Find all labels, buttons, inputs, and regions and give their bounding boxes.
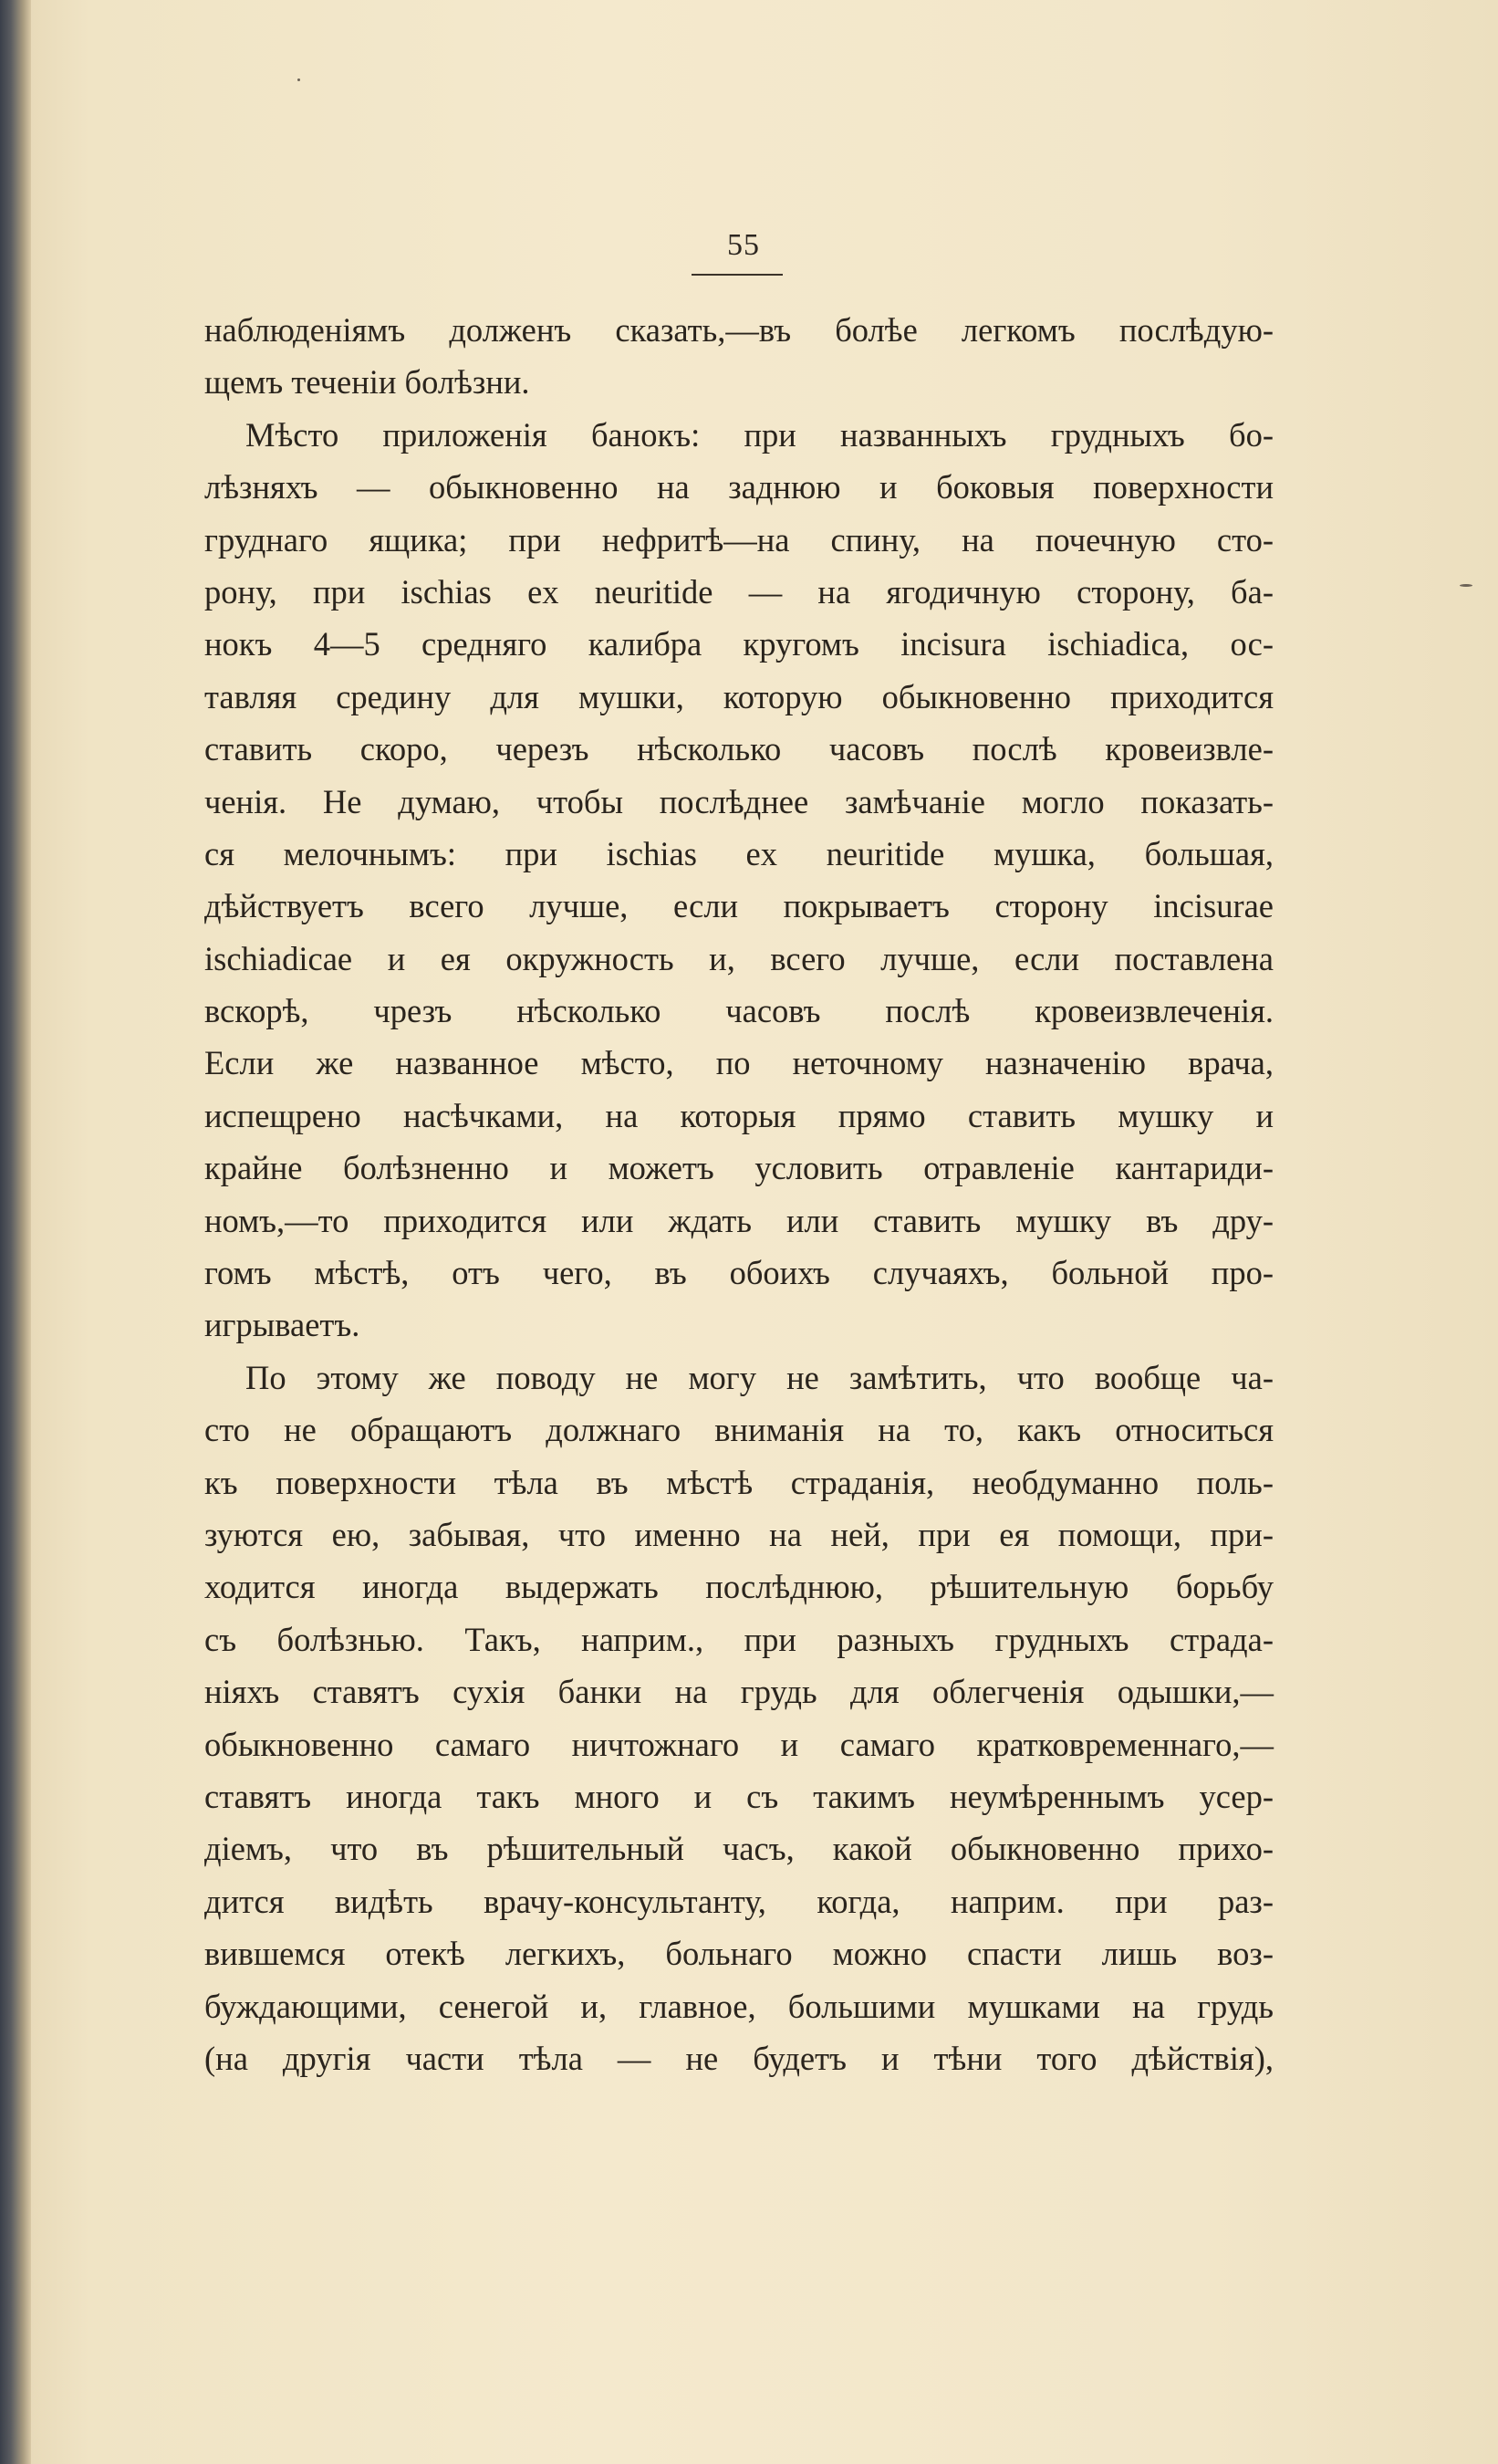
text-line: Мѣсто приложенія банокъ: при названныхъ грудныхъ бо- [245, 415, 1274, 454]
text-line: ченія. Не думаю, чтобы послѣднее замѣчаніе могло показать- [204, 782, 1274, 820]
text-line: наблюденіямъ долженъ сказать,—въ болѣе легкомъ послѣдую- [204, 311, 1274, 349]
text-line: крайне болѣзненно и можетъ условить отравленіе кантариди- [204, 1149, 1274, 1187]
text-line: буждающими, сенегой и, главное, большими мушками на грудь [204, 1987, 1274, 2025]
text-line: ставятъ иногда такъ много и съ такимъ неумѣреннымъ усер- [204, 1777, 1274, 1815]
text-line: номъ,—то приходится или ждать или ставить мушку въ дру- [204, 1201, 1274, 1239]
text-line: дится видѣть врачу-консультанту, когда, наприм. при раз- [204, 1882, 1274, 1920]
text-line: Если же названное мѣсто, по неточному назначенію врача, [204, 1044, 1274, 1082]
text-line: діемъ, что въ рѣшительный часъ, какой обыкновенно прихо- [204, 1830, 1274, 1868]
text-line: сто не обращаютъ должнаго вниманія на то, какъ относиться [204, 1411, 1274, 1449]
paper-speck [1460, 584, 1472, 587]
text-line: рону, при ischias ex neuritide — на ягодичную сторону, ба- [204, 572, 1274, 611]
text-line: По этому же поводу не могу не замѣтить, что вообще ча- [245, 1358, 1274, 1396]
text-line: къ поверхности тѣла въ мѣстѣ страданія, необдуманно поль- [204, 1463, 1274, 1501]
page-number: 55 [727, 228, 760, 262]
text-line: груднаго ящика; при нефритѣ—на спину, на почечную сто- [204, 520, 1274, 559]
text-line: ставить скоро, черезъ нѣсколько часовъ послѣ кровеизвле- [204, 730, 1274, 768]
paper-speck [297, 78, 300, 81]
text-line: гомъ мѣстѣ, отъ чего, въ обоихъ случаяхъ, больной про- [204, 1254, 1274, 1292]
body-text [204, 304, 1274, 2084]
text-line: вившемся отекѣ легкихъ, больнаго можно спасти лишь воз- [204, 1935, 1274, 1973]
text-line: испещрено насѣчками, на которыя прямо ставить мушку и [204, 1096, 1274, 1134]
text-line: ischiadicae и ея окружность и, всего лучше, если поставлена [204, 939, 1274, 977]
text-line: тавляя средину для мушки, которую обыкновенно приходится [204, 677, 1274, 715]
text-line: съ болѣзнью. Такъ, наприм., при разныхъ грудныхъ страда- [204, 1620, 1274, 1658]
book-binding-edge [0, 0, 31, 2464]
text-line: вскорѣ, чрезъ нѣсколько часовъ послѣ кровеизвлеченія. [204, 992, 1274, 1030]
text-line: нокъ 4—5 средняго калибра кругомъ incisura ischiadica, ос- [204, 625, 1274, 663]
text-line: игрываетъ. [204, 1306, 360, 1344]
text-line: обыкновенно самаго ничтожнаго и самаго кратковременнаго,— [204, 1725, 1274, 1763]
text-line: (на другія части тѣла — не будетъ и тѣни того дѣйствія), [204, 2039, 1274, 2077]
text-line: зуются ею, забывая, что именно на ней, при ея помощи, при- [204, 1515, 1274, 1553]
text-line: ходится иногда выдержать послѣднюю, рѣшительную борьбу [204, 1568, 1274, 1606]
text-line: лѣзняхъ — обыкновенно на заднюю и боковыя поверхности [204, 468, 1274, 506]
text-line: дѣйствуетъ всего лучше, если покрываетъ сторону incisurae [204, 887, 1274, 925]
text-line: ся мелочнымъ: при ischias ex neuritide мушка, большая, [204, 834, 1274, 872]
header-rule [692, 274, 783, 276]
text-line: ніяхъ ставятъ сухія банки на грудь для облегченія одышки,— [204, 1673, 1274, 1711]
text-line: щемъ теченіи болѣзни. [204, 363, 530, 402]
